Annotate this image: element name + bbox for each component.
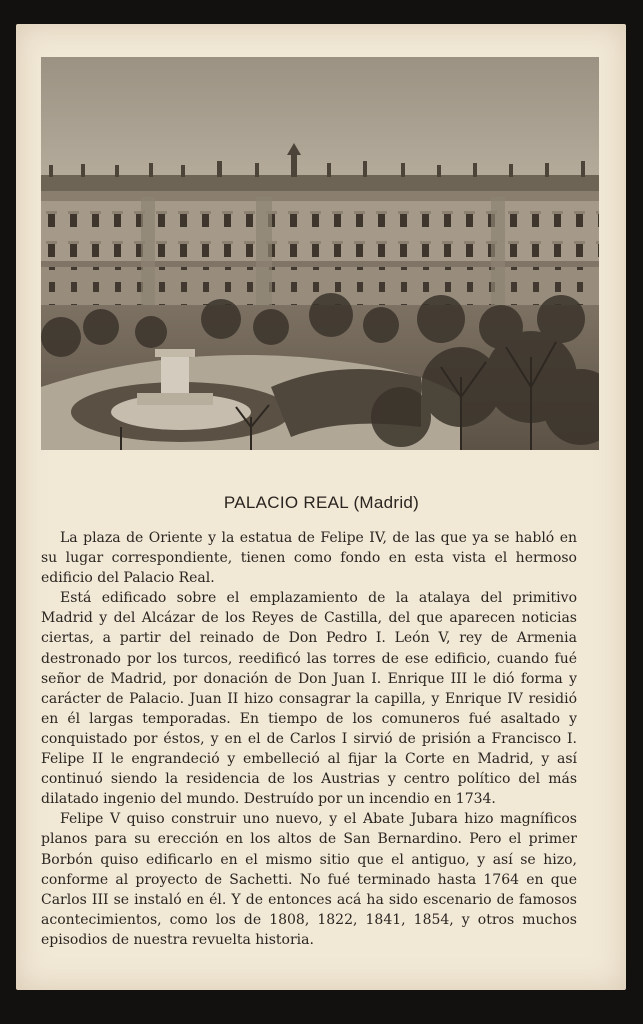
- title-sub: (Madrid): [353, 493, 420, 512]
- title-main: PALACIO REAL: [223, 493, 349, 512]
- paragraph: La plaza de Oriente y la estatua de Felipe IV, de las que ya se habló en su lugar correspondiente, tienen como fondo en esta vista el hermoso edificio del Palacio Real.: [41, 530, 577, 587]
- paragraph: Felipe V quiso construir uno nuevo, y el Abate Jubara hizo magníficos planos para su erección en los altos de San Bernardino. Pero el primer Borbón quiso edificarlo en el mismo sitio que el antiguo, y así se hizo, conforme al proyecto de Sachetti. No fué terminado hasta 1764 en que Carlos III se instaló en él. Y de entonces acá ha sido escenario de famosos acontecimientos, como los de 1808, 1822, 1841, 1854, y otros muchos episodios de nuestra revuelta historia.: [41, 811, 577, 948]
- palace-photograph: [41, 57, 599, 450]
- body-text: [41, 528, 577, 950]
- paragraph: Está edificado sobre el emplazamiento de la atalaya del primitivo Madrid y del Alcázar de los Reyes de Castilla, del que aparecen noticias ciertas, a partir del reinado de Don Pedro I. León V, rey de Armenia destronado por los turcos, reedificó las torres de ese edificio, cuando fué señor de Madrid, por donación de Don Juan I. Enrique III le dió forma y carácter de Palacio. Juan II hizo consagrar la capilla, y Enrique IV residió en él largas temporadas. En tiempo de los comuneros fué asaltado y conquistado por éstos, y en el de Carlos I sirvió de prisión a Francisco I. Felipe II le engrandeció y embelleció al fijar la Corte en Madrid, y así continuó siendo la residencia de los Austrias y centro político del más dilatado ingenio del mundo. Destruído por un incendio en 1734.: [41, 590, 577, 808]
- card-title: [0, 493, 643, 513]
